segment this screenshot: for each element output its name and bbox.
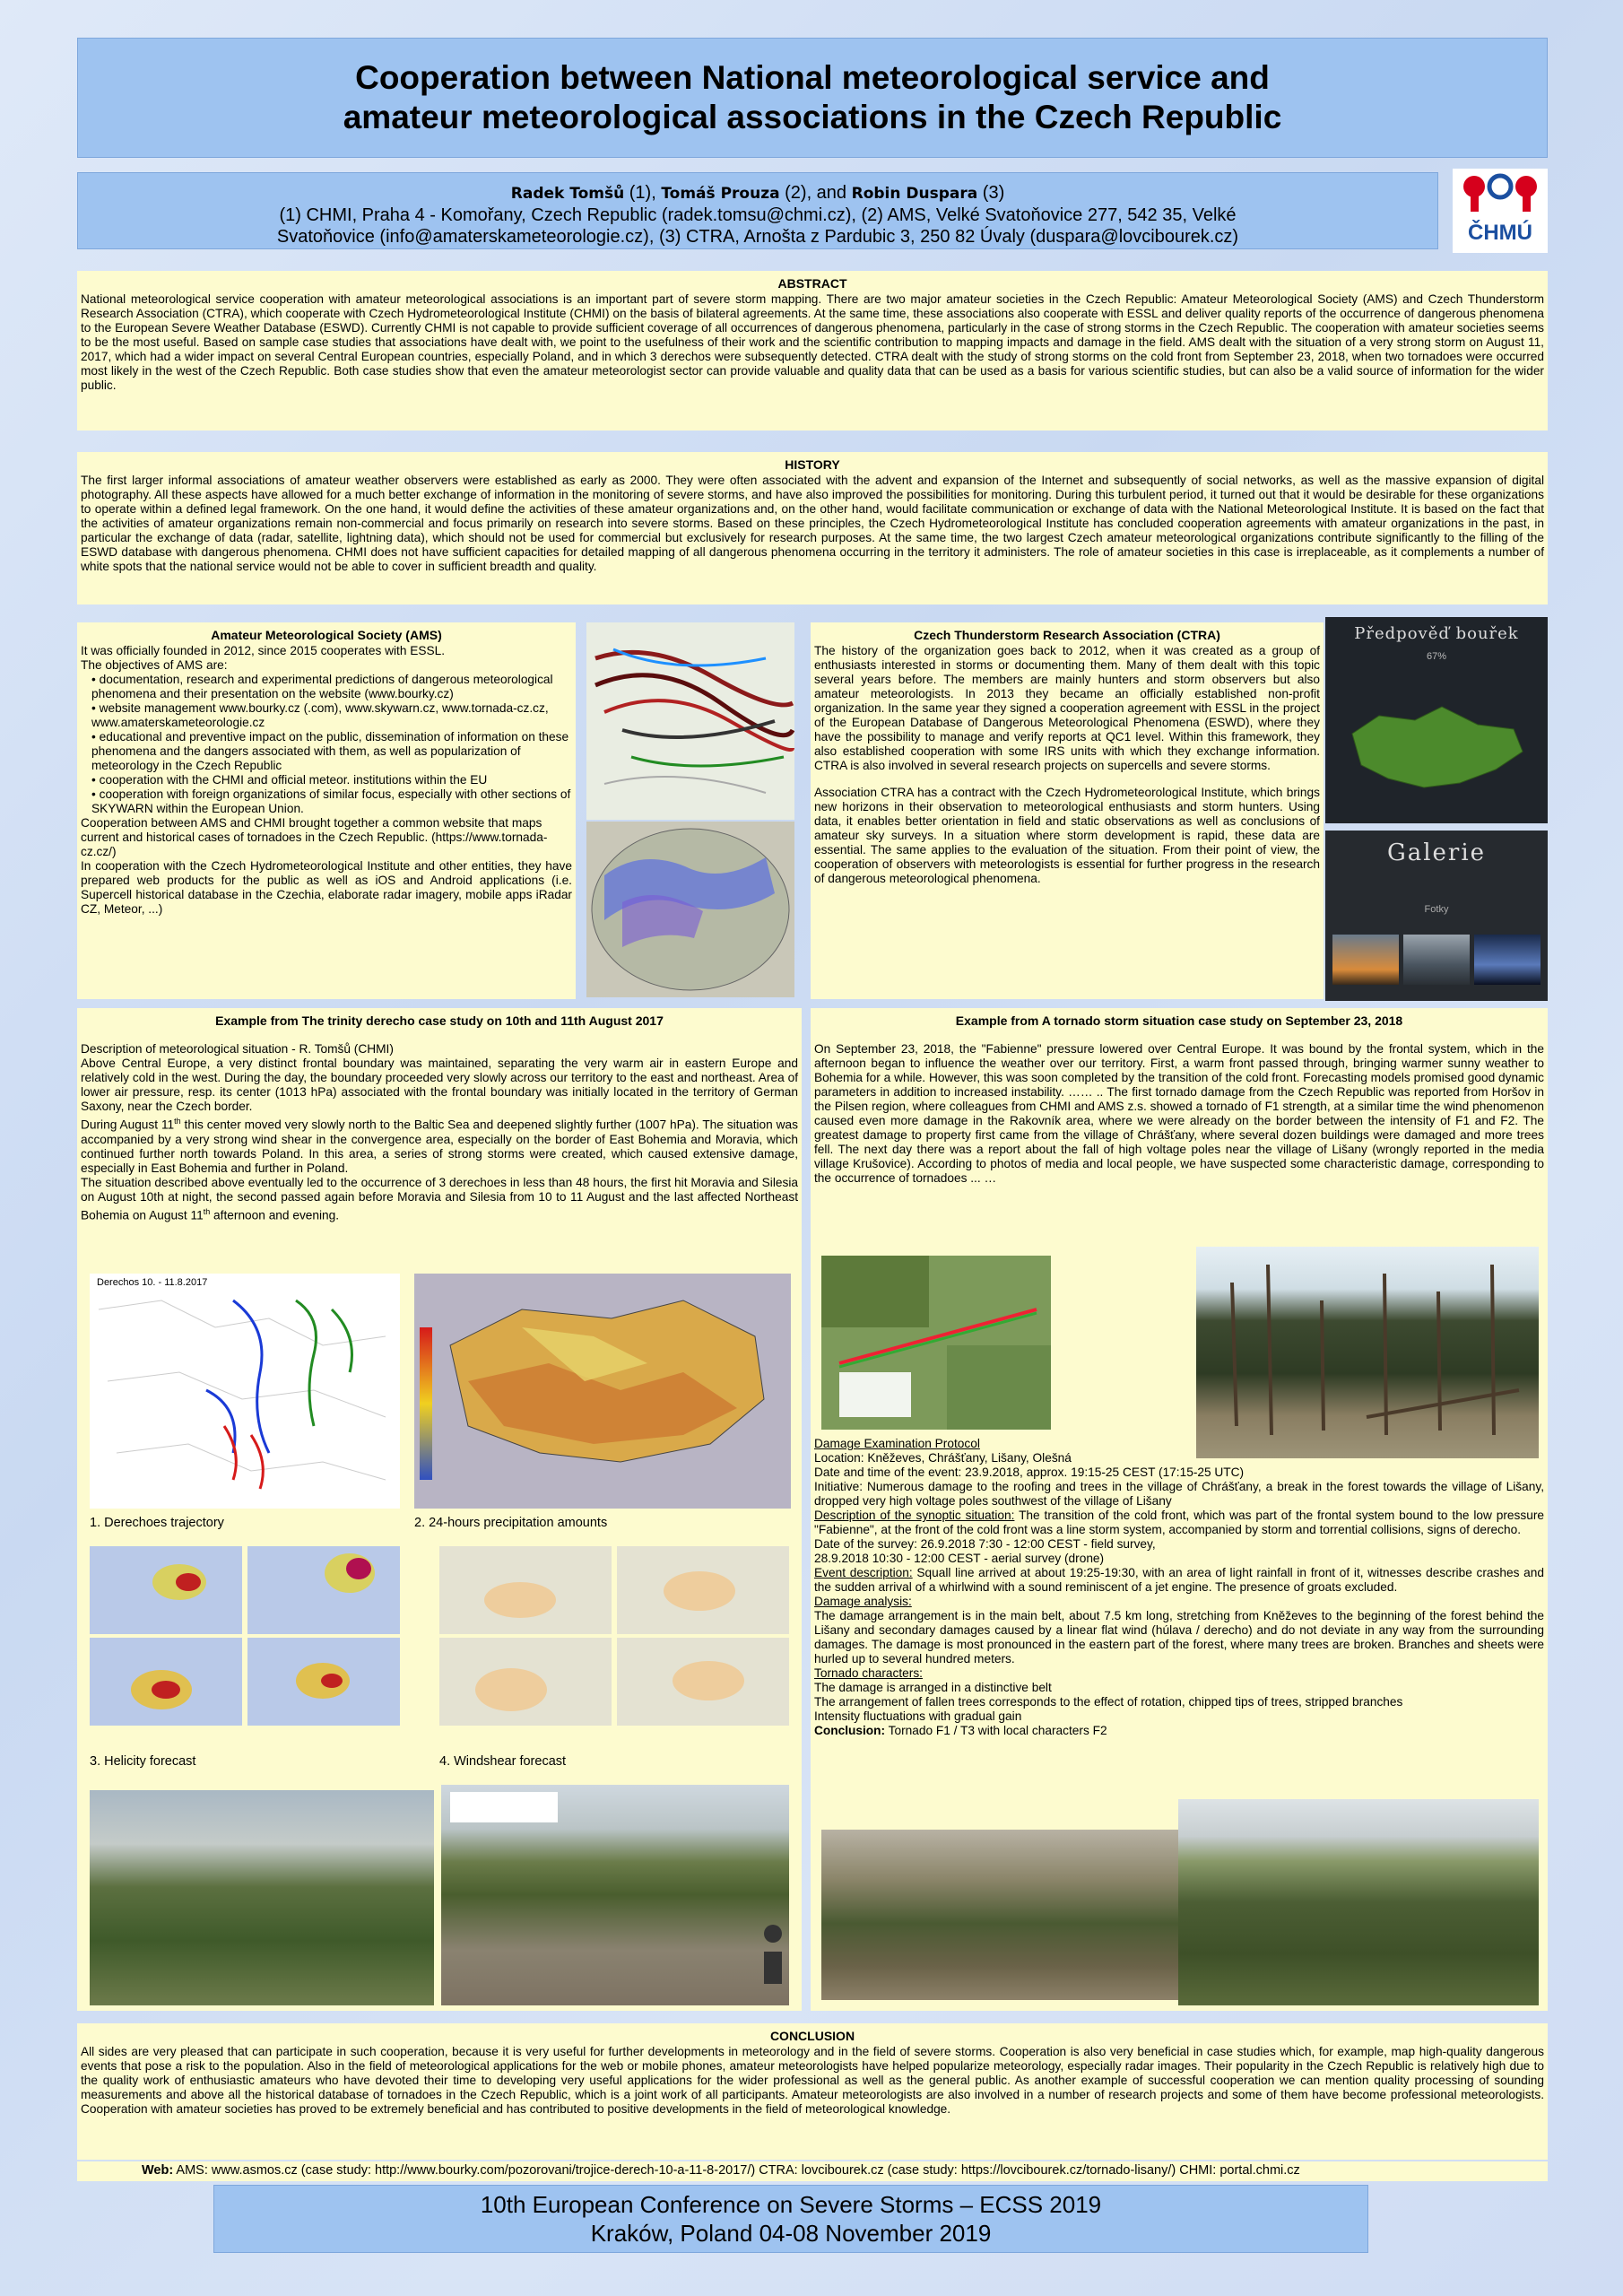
app-gallery-title: Galerie [1386,839,1487,866]
protocol-synoptic [814,1509,1544,1537]
conclusion-text: Tornado F1 / T3 with local characters F2 [885,1724,1107,1737]
windshear-forecast-maps [439,1546,789,1726]
sup-th: th [174,1117,181,1126]
precip-graphic [414,1274,791,1509]
tornado-damage-map [821,1256,1051,1430]
trajectory-graphic [90,1274,400,1509]
ams-cooperation: Cooperation between AMS and CHMI brought together a common website that maps current and historical cases of tornadoes in the Czech Republic. (https://www.tornada-cz.cz/) [81,816,548,858]
storm-forecast-app-screen [1325,617,1548,823]
derecho-p2 [81,1114,798,1176]
fig-4-caption: 4. Windshear forecast [439,1754,567,1769]
ams-section [77,622,576,999]
protocol-survey-2: 28.9.2018 10:30 - 12:00 CEST - aerial survey (drone) [814,1552,1105,1565]
conclusion-heading: CONCLUSION [769,2029,855,2043]
ctra-heading: Czech Thunderstorm Research Association (CTRA) [914,628,1220,642]
ams-intro: It was officially founded in 2012, since 2015 cooperates with ESSL. [81,644,446,657]
ams-products: In cooperation with the Czech Hydrometeorological Institute and other entities, they have prepared web products for the public as well as iOS and Android applications (i.e. Supercell historical database in the Czechia, elaborate radar imagery, mobile apps iRadar CZ, Meteor, ...) [81,859,572,916]
zoom-controls-icon[interactable] [764,1952,782,1984]
tornado-situation: On September 23, 2018, the "Fabienne" pressure lowered over Central Europe. It was bound by the frontal system, which in the afternoon began to influence the weather over our territory. First, a warm front passed through, bringing warmer sunny weather to Bohemia for a while. However, this was soon completed by the transition of the cold front. Forecasting models promised good dynamic parameters in addition to increased instability. …… .. The first tornado damage from the Czech Republic was reported from Horšov in the Pilsen region, where colleagues from CHMI and AMS z.s. showed a tornado of F1 strength, at a similar time the wind phenomenon caused even more damage in the Rakovník area, where we were already on the border between the intensity of F1 and F2. The greatest damage to property first came from the village of Chrášťany, where several dozen buildings were damaged and more trees fell. The next day there was a report about the fall of high voltage poles near the village of Lišany (wrongly reported in the media village Krušovice). According to photos of media and local people, we have suspected some characteristic damage, corresponding to the occurrence of tornadoes ... … [814,1042,1544,1185]
web-label: Web: [142,2163,174,2178]
derecho-p1: Above Central Europe, a very distinct frontal boundary was maintained, separating the very warm air in eastern Europe and relatively cold in the west. During the day, the boundary proceeded very slowly across our territory to the east and northeast. Area of lower air pressure, resp. its center (1013 hPa) associated with the frontal boundary was initially located in the territory of German Saxony, near the Czech border. [81,1057,798,1113]
ams-objectives-list [81,673,572,816]
list-item: • website management www.bourky.cz (.com), www.skywarn.cz, www.tornada-cz.cz, www.amaterskameteorologie.cz [91,701,572,730]
derecho-p3-b: afternoon and evening. [210,1208,340,1222]
gallery-thumb [1403,935,1470,985]
tracks-map-graphic [586,622,794,820]
history-section [77,452,1548,604]
czech-map-icon [1343,698,1530,805]
sup-th: th [203,1206,211,1216]
ams-heading: Amateur Meteorological Society (AMS) [211,628,442,642]
ctra-contract: Association CTRA has a contract with the Czech Hydrometeorological Institute, which brings new horizons in their observation to meteorological enthusiasts and storm hunters. Using data, it enables better orientation in field and static observations as well as conclusions of amateur sky surveys. In a situation where storm development is rapid, these data are essential. The same applies to the evaluation of the situation. From their point of view, the cooperation of observers with meteorologists is essential for further progress in the research of dangerous meteorological phenomena. [814,786,1320,885]
author-2: Tomáš Prouza [661,185,780,203]
protocol-conclusion [814,1724,1544,1738]
conference-name: 10th European Conference on Severe Storms – ECSS 2019 [480,2191,1102,2218]
conclusion-text: All sides are very pleased that can participate in such cooperation, because it is very useful for further developments in meteorology and in the field of severe storms. Cooperation is also very beneficial in case studies which, for example, map high-quality dangerous events that pose a risk to the population. Also in the field of meteorological applications for the web or mobile phones, amateur meteorologists have helped popularize meteorology, especially radar images. Their popularity in the Czech Republic is relatively high due to the quality work of enthusiastic amateurs who have devoted their time to developing very useful applications for the wider professional as well as the general public. As another example of successful cooperation we can mention quality processing of sounding measurements and above all the historical database of tornadoes in the Czech Republic, which is a joint work of all participants. Amateur meteorologists are also involved in a number of research projects and some of them have become professional meteorologists. Cooperation with amateur societies has proved to be extremely beneficial and has contributed to positive developments in the field of meteorological knowledge. [81,2045,1544,2116]
abstract-section [77,271,1548,430]
protocol-chars-3: Intensity fluctuations with gradual gain [814,1709,1022,1723]
tornado-text [811,1008,1548,1250]
gallery-thumb [1332,935,1399,985]
protocol-event [814,1566,1544,1595]
damage-protocol [811,1435,1548,1830]
spacer [81,1030,798,1042]
location-button-icon[interactable] [764,1925,782,1943]
app-gallery-subtitle: Fotky [1424,904,1449,915]
broken-trees-photo [1196,1247,1539,1458]
abstract-text: National meteorological service cooperation with amateur meteorological associations is an important part of severe storm mapping. There are two major amateur societies in the Czech Republic: Amateur Meteorological Society (AMS) and Czech Thunderstorm Research Association (CTRA), which cooperate with Czech Hydrometeorological Institute (CHMI) on the basis of bilateral agreements. At the same time, these associations also cooperate with ESSL and deliver quality reports of the occurrence of dangerous phenomena to the European Severe Weather Database (ESWD). Currently CHMI is not capable to provide sufficient coverage of all occurrences of dangerous phenomena, particularly in the case of strong storms in the Czech Republic. The cooperation with amateur societies seems to be the most useful. Based on sample case studies that associations have dealt with, we point to the usefulness of their work and the scientific contribution to mapping impacts and damage in the field. AMS dealt with the situation of a very strong storm on August 11, 2017, which had a wider impact on several Central European countries, especially Poland, and in which 3 derechos were subsequently detected. CTRA dealt with the study of strong storms on the cold front from September 23, 2018, when two tornadoes were occurred most likely in the west of the Czech Republic. Both case studies show that even the amateur meteorologist sector can provide valuable and quality data that can be used as a basis for various scientific studies, but can also be a valid source of information for the wider public. [81,292,1544,392]
fig-3-caption: 3. Helicity forecast [90,1754,196,1769]
ams-objectives-label: The objectives of AMS are: [81,658,228,672]
fig-2-caption: 2. 24-hours precipitation amounts [414,1516,608,1530]
drone-photo-damage [441,1785,789,2005]
list-item: • cooperation with the CHMI and official meteor. institutions within the EU [91,773,572,787]
list-item: • cooperation with foreign organizations of similar focus, especially with other sections of SKYWARN within the European Union. [91,787,572,816]
conference-footer [213,2185,1368,2253]
protocol-title-text: Damage Examination Protocol [814,1437,980,1450]
derecho-p2-b: this center moved very slowly north to the Baltic Sea and deepened slightly further (1007 hPa). The situation was accompanied by a very strong wind shear in the convergence area, especially on the border of East Bohemia and Moravia, which continued further north towards Poland. In this area, a series of strong storms were created, which caused extensive damage, especially in East Bohemia and further in Poland. [81,1118,798,1175]
ctra-history: The history of the organization goes back to 2012, when it was created as a group of enthusiasts interested in storms or documenting them. Many of them dealt with this topic several years before. The members are mainly hunters and storm observers but also amateur meteorologists. In 2013 they became an officially established non-profit organization. In the same year they signed a cooperation agreement with ESSL in the project of the European Database of Dangerous Meteorological Phenomena (ESWD), where they have the possibility to manage and verify reports at QC1 level. Within this framework, they also established cooperation with some IRS units with which they exchange information. CTRA is also involved in several research projects on supercells and severe storms. [814,644,1320,772]
synoptic-label: Description of the synoptic situation: [814,1509,1015,1522]
list-item: • documentation, research and experimental predictions of dangerous meteorological phenomena and their presentation on the website (www.bourky.cz) [91,673,572,701]
protocol-chars-2: The arrangement of fallen trees corresponds to the effect of rotation, chipped tips of trees, stripped branches [814,1695,1403,1709]
protocol-damage-label [814,1595,1544,1609]
ctra-section [811,622,1324,999]
web-links [77,2161,1548,2181]
trees-graphic [1196,1247,1539,1458]
conclusion-label: Conclusion: [814,1724,886,1737]
conclusion-section [77,2023,1548,2160]
radar-graphic [586,822,794,997]
author-3: Robin Duspara [851,185,978,203]
fig-1-caption: 1. Derechoes trajectory [90,1516,224,1530]
author-3-note: (3) [977,183,1005,203]
helicity-graphic [90,1546,400,1726]
protocol-location: Location: Kněževes, Chrášťany, Lišany, Olešná [814,1451,1072,1465]
abstract-heading: ABSTRACT [777,276,847,291]
precipitation-map [414,1274,791,1509]
synoptic-text: The transition of the cold front, which was part of the frontal system bound to the low pressure "Fabienne", at the front of the cold front was a line storm system, accompanied by storm and torrential collisions, signs of derecho. [814,1509,1544,1536]
aerial-damage-photo-1 [821,1830,1185,2000]
logo-text: ČHMÚ [1468,221,1532,245]
protocol-damage: The damage arrangement is in the main belt, about 7.5 km long, stretching from Kněževes to the beginning of the forest behind the Lišany and secondary damages caused by a linear flat wind (húlava / derecho) and do not deviate in any way from the surrounding damages. The damage is most pronounced in the eastern part of the forest, where many trees are broken. Branches and sheets were hurled up to several hundred meters. [814,1609,1544,1665]
affiliation-line-2: Svatoňovice (info@amaterskameteorologie.cz), (3) CTRA, Arnošta z Pardubic 3, 250 82 Úvaly (duspara@lovcibourek.cz) [276,227,1239,247]
chmu-logo [1453,169,1548,253]
derechoes-trajectory-map [90,1274,400,1509]
spacer [814,773,1320,786]
windshear-graphic [439,1546,789,1726]
map-overlay-card [450,1792,558,1822]
protocol-initiative: Initiative: Numerous damage to the roofing and trees in the village of Chrášťany, a break in the forest towards the village of Lišany, dropped very high voltage poles southwest of the village of Lišany [814,1480,1544,1508]
history-heading: HISTORY [785,457,840,472]
derecho-p3-a: The situation described above eventually led to the occurrence of 3 derechoes in less than 48 hours, the first hit Moravia and Silesia on August 10th at night, the second passed again before Moravia and Silesia from 10 to 11 August and the last affected Northeast Bohemia on August 11 [81,1175,798,1222]
protocol-title [814,1437,1544,1451]
protocol-datetime: Date and time of the event: 23.9.2018, approx. 19:15-25 CEST (17:15-25 UTC) [814,1465,1245,1479]
history-text: The first larger informal associations of amateur weather observers were established as early as 2000. They were often associated with the advent and expansion of the Internet and subsequently of social networks, as well as the massive expansion of digital photography. All these aspects have allowed for a much better exchange of information in the monitoring of severe storms, and have also improved the possibilities for monitoring. During this turbulent period, it turned out that it would be desirable for these organizations to operate within a defined legal framework. On the one hand, it would define the activities of these amateur organizations and, on the other hand, would facilitate communication or exchange of data with the National Meteorological Institute. It is based on the fact that the activities of amateur organizations remain non-commercial and focus primarily on research into severe storms. Based on these principles, the Czech Hydrometeorological Institute has concluded cooperation agreements with amateur organizations in the past, in particular the exchange of data (radar, satellite, lightning data), which should not be used for commercial but exclusively for research purposes. At the same time, the two largest Czech amateur meteorological organizations contribute significantly to the filling of the ESWD database with dangerous phenomena. CHMI does not have sufficient capacities for detailed mapping of all dangerous phenomena occurring in the territory it administers. The role of amateur societies in this case is irreplaceable, as it complements a number of white spots that the national service would not be able to cover in sufficient breadth and quality. [81,474,1544,573]
gallery-app-screen [1325,831,1548,1001]
author-1: Radek Tomšů [510,185,625,203]
title-line-2: amateur meteorological associations in the Czech Republic [343,99,1282,135]
app-forecast-title: Předpověď bouřek [1354,624,1519,643]
author-2-note: (2), and [779,183,852,203]
derecho-text [77,1008,802,1268]
gallery-thumb [1474,935,1541,985]
protocol-chars-1: The damage is arranged in a distinctive belt [814,1681,1052,1694]
aerial-damage-photo-2 [1178,1799,1539,2005]
derecho-p3 [81,1176,798,1223]
authors-block [77,172,1438,249]
author-1-note: (1), [624,183,662,203]
event-label: Event description: [814,1566,913,1579]
spacer [814,1030,1544,1042]
derecho-p2-a: During August 11 [81,1118,175,1132]
affiliation-line-1: (1) CHMI, Praha 4 - Komořany, Czech Republic (radek.tomsu@chmi.cz), (2) AMS, Velké Svatoňovice 277, 542 35, Velké [279,205,1237,225]
conference-venue: Kraków, Poland 04-08 November 2019 [590,2220,992,2247]
damage-map-graphic [821,1256,1051,1430]
map-title: Derechos 10. - 11.8.2017 [97,1277,208,1288]
app-forecast-percent: 67% [1426,651,1447,662]
protocol-survey-1: Date of the survey: 26.9.2018 7:30 - 12:00 CEST - field survey, [814,1537,1156,1551]
ams-radar-image [586,822,794,997]
chars-label: Tornado characters: [814,1666,923,1680]
damage-label: Damage analysis: [814,1595,912,1608]
poster-title [77,38,1548,158]
aerial-photo-forest [90,1790,434,2005]
web-links-text[interactable]: AMS: www.asmos.cz (case study: http://www.bourky.com/pozorovani/trojice-derech-10-a-11-8-2017/) CTRA: lovcibourek.cz (case study: https://lovcibourek.cz/tornado-lisany/) CHMI: portal.chmi.cz [173,2163,1300,2178]
ams-derecho-tracks-map [586,622,794,820]
derecho-desc: Description of meteorological situation - R. Tomšů (CHMI) [81,1042,394,1056]
title-line-1: Cooperation between National meteorological service and [355,59,1270,96]
list-item: • educational and preventive impact on the public, dissemination of information on these phenomena and the dangers associated with them, as well as popularization of meteorology in the Czech Republic [91,730,572,773]
tornado-heading: Example from A tornado storm situation case study on September 23, 2018 [955,1013,1403,1028]
derecho-heading: Example from The trinity derecho case study on 10th and 11th August 2017 [215,1013,664,1028]
helicity-forecast-maps [90,1546,400,1726]
authors-line-1 [78,182,1437,204]
protocol-chars-label [814,1666,1544,1681]
event-text: Squall line arrived at about 19:25-19:30, with an area of light rainfall in front of it, witnesses describe crashes and the sudden arrival of a whirlwind with a sound reminiscent of a jet engine. The presence of groats excluded. [814,1566,1544,1594]
